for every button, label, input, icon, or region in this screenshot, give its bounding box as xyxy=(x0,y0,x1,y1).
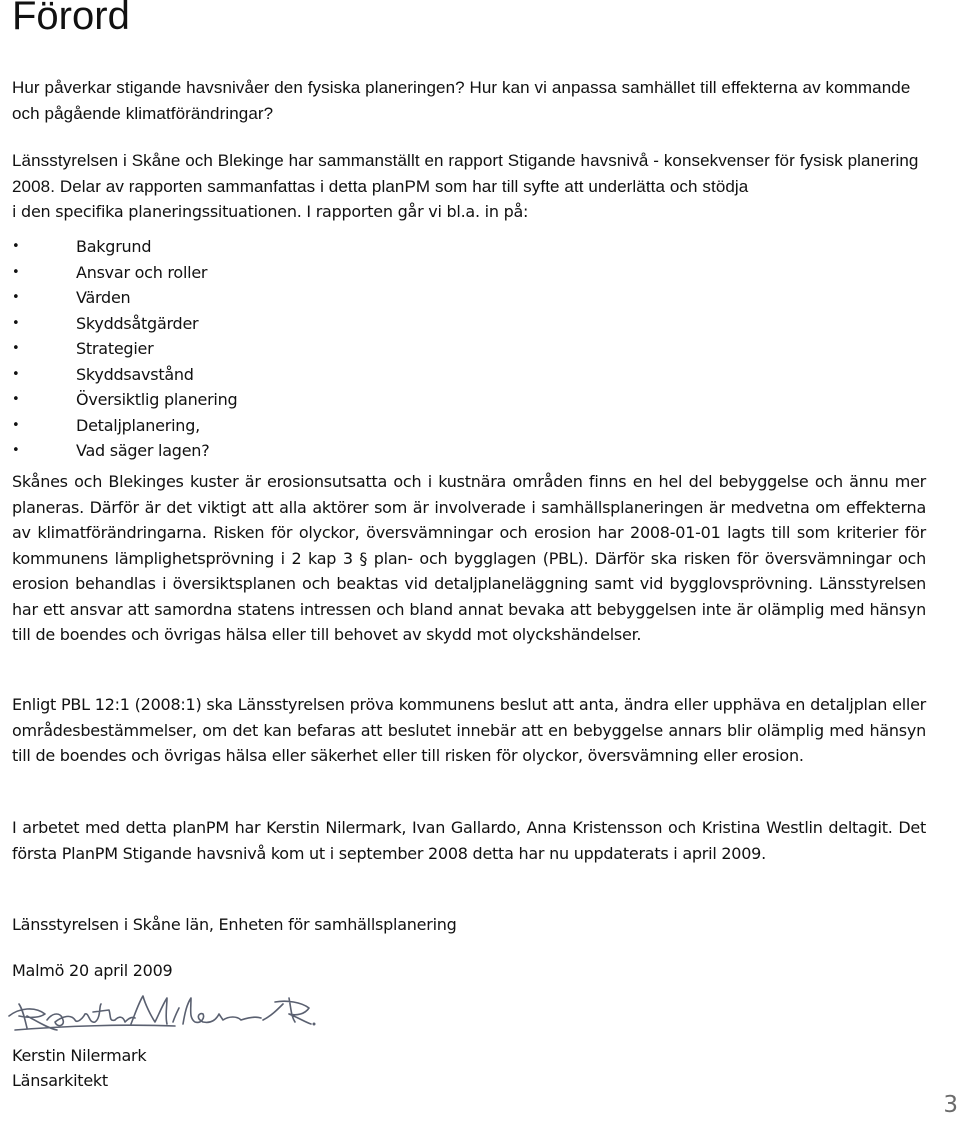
bullet-icon: • xyxy=(12,417,20,433)
handwritten-signature xyxy=(5,990,317,1038)
bullet-icon: • xyxy=(12,443,20,458)
topic-label: Skyddsåtgärder xyxy=(76,313,199,333)
topic-list-item xyxy=(12,336,237,362)
bullet-icon: • xyxy=(12,290,20,305)
bullet-icon: • xyxy=(12,264,20,280)
signer-name: Kerstin Nilermark xyxy=(12,1046,147,1065)
topic-label: Ansvar och roller xyxy=(76,262,208,282)
pbl-paragraph: Enligt PBL 12:1 (2008:1) ska Länsstyrelsen pröva kommunens beslut att anta, ändra eller upphäva en detaljplan eller områdesbestämmelser, om det kan befaras att beslutet innebär att en bebyggelse annars blir olämplig med hänsyn till de boendes och övrigas hälsa eller säkerhet eller till risken för olyckor, översvämning eller erosion. xyxy=(12,695,926,765)
report-paragraph xyxy=(12,148,926,225)
credits-paragraph: I arbetet med detta planPM har Kerstin Nilermark, Ivan Gallardo, Anna Kristensson och Kristina Westlin deltagit. Det första PlanPM Stigande havsnivå kom ut i september 2008 detta har nu uppdaterats i april 2009. xyxy=(12,818,926,863)
bullet-icon: • xyxy=(12,392,20,407)
place-date-line: Malmö 20 april 2009 xyxy=(12,961,173,980)
topic-label: Vad säger lagen? xyxy=(76,441,210,460)
topic-label: Bakgrund xyxy=(76,237,152,256)
topic-list-item xyxy=(12,285,237,311)
topic-label: Värden xyxy=(76,288,131,307)
bullet-icon: • xyxy=(12,366,20,382)
signature-dot xyxy=(313,1023,316,1026)
topic-list-item xyxy=(12,387,237,413)
topic-label: Strategier xyxy=(76,339,154,358)
report-paragraph-part1: Länsstyrelsen i Skåne och Blekinge har sammanställt en rapport Stigande havsnivå - konsekvenser för fysisk planering 2008. Delar av rapporten sammanfattas i detta planPM som har till syfte att underlätta och stödja xyxy=(12,151,919,196)
coast-paragraph: Skånes och Blekinges kuster är erosionsutsatta och i kustnära områden finns en hel del bebyggelse och ännu mer planeras. Därför är det viktigt att alla aktörer som är involverade i samhällsplaneringen är medvetna om effekterna av klimatförändringarna. Risken för olyckor, översvämningar och erosion har 2008-01-01 lagts till som kriterier för kommunens lämplighetsprövning i 2 kap 3 § plan- och bygglagen (PBL). Därför ska risken för översvämningar och erosion behandlas i översiktsplanen och beaktas vid detaljplaneläggning samt vid bygglovsprövning. Länsstyrelsen har ett ansvar att samordna statens intressen och bland annat bevaka att bebyggelsen inte är olämplig med hänsyn till de boendes och övrigas hälsa eller till behovet av skydd mot olyckshändelser. xyxy=(12,472,926,644)
organization-line: Länsstyrelsen i Skåne län, Enheten för samhällsplanering xyxy=(12,915,457,934)
report-paragraph-part2: i den specifika planeringssituationen. I rapporten går vi bl.a. in på: xyxy=(12,202,529,221)
signature-stroke-erstin xyxy=(47,1004,135,1026)
topic-list xyxy=(12,234,237,464)
topic-list-item xyxy=(12,413,237,439)
signature-stroke-ilermark xyxy=(173,998,311,1024)
page-title: Förord xyxy=(12,0,130,38)
topic-list-item xyxy=(12,260,237,286)
signature-stroke-underline xyxy=(15,1025,175,1030)
topic-list-item xyxy=(12,438,237,464)
bullet-icon: • xyxy=(12,315,20,331)
topic-label: Översiktlig planering xyxy=(76,390,238,409)
topic-list-item xyxy=(12,362,237,388)
signature-stroke-n xyxy=(131,996,167,1024)
topic-label: Skyddsavstånd xyxy=(76,364,194,384)
signer-role: Länsarkitekt xyxy=(12,1071,108,1090)
topic-list-item xyxy=(12,311,237,337)
topic-label: Detaljplanering, xyxy=(76,415,200,435)
bullet-icon: • xyxy=(12,239,20,254)
page-number: 3 xyxy=(943,1092,958,1118)
topic-list-item xyxy=(12,234,237,260)
intro-paragraph: Hur påverkar stigande havsnivåer den fysiska planeringen? Hur kan vi anpassa samhället till effekterna av kommande och pågående klimatförändringar? xyxy=(12,78,911,123)
bullet-icon: • xyxy=(12,341,20,356)
